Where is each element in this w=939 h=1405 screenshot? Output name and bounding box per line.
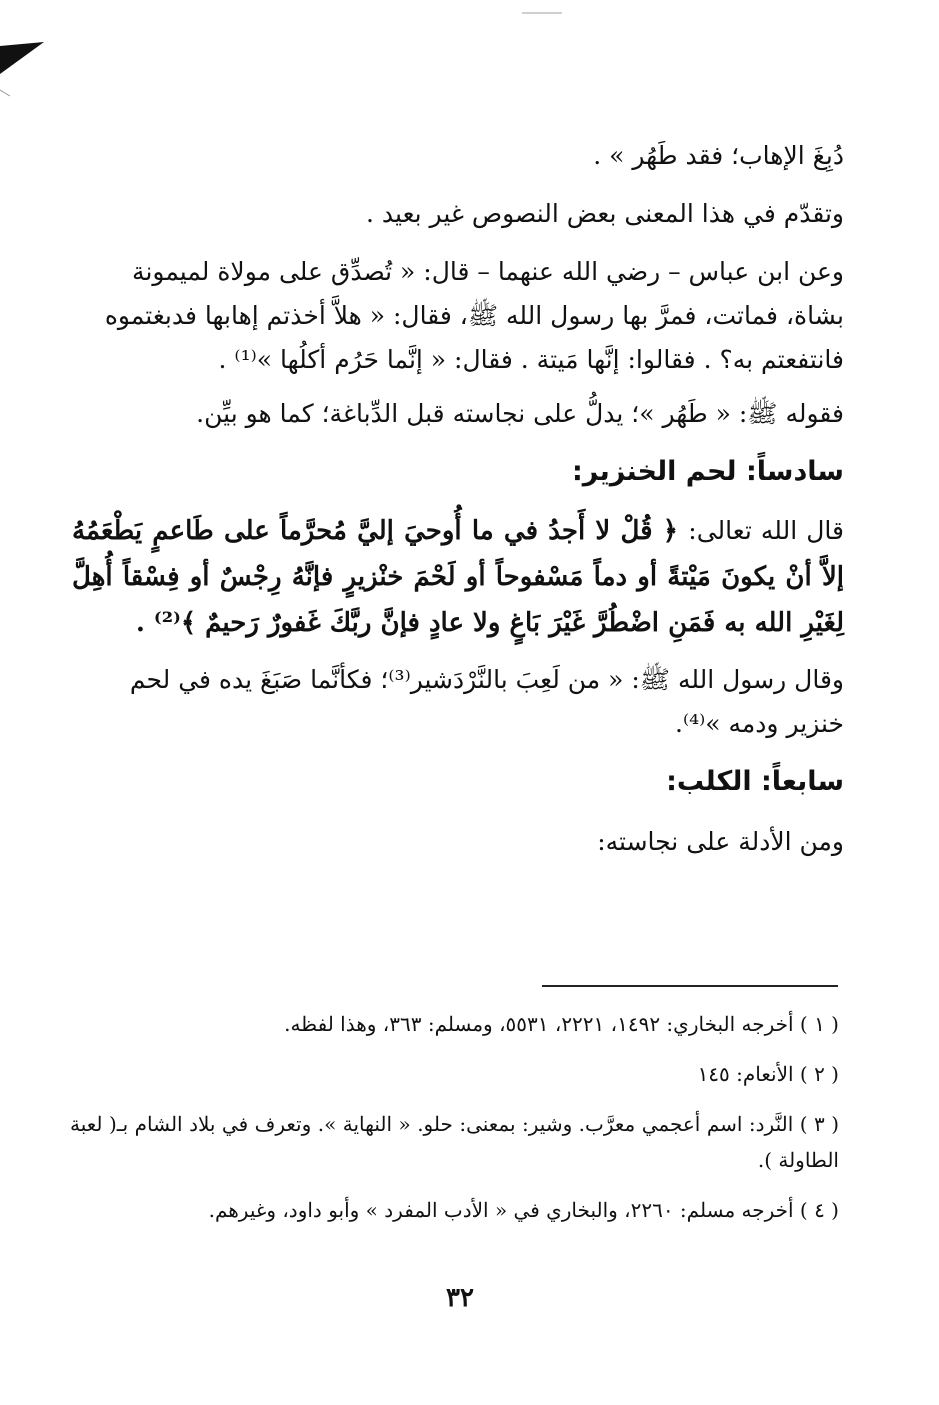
section-heading-dog: سابعاً: الكلب: [666,766,844,797]
page-number: ٣٢ [446,1283,474,1313]
paragraph-commentary: فقوله ﷺ: « طَهُر »؛ يدلُّ على نجاسته قبل الدِّباغة؛ كما هو بيِّن. [196,399,844,428]
quran-paragraph [72,508,844,646]
main-text [72,134,844,864]
section-heading-pork: سادساً: لحم الخنزير: [571,456,844,487]
footnote-3: ( ٣ ) النَّرد: اسم أعجمي معرَّب. وشير: بمعنى: حلو. « النهاية ». وتعرف في بلاد الشام بـ( لعبة الطاولة ). [70,1112,839,1172]
footnote-separator [542,985,838,987]
quran-intro: قال الله تعالى: [688,516,844,545]
footnote-2: ( ٢ ) الأنعام: ١٤٥ [697,1062,839,1086]
footnotes [70,1006,839,1228]
top-scan-mark [522,12,562,14]
corner-fold-mark [0,38,60,98]
continuation-line: دُبِغَ الإهاب؛ فقد طَهُر » . [593,141,844,170]
paragraph-hadith-ibn-abbas: وعن ابن عباس – رضي الله عنهما – قال: « تُصدِّق على مولاة لميمونة بشاة، فماتت، فمرَّ بها رسول الله ﷺ، فقال: « هلاَّ أخذتم إهابها فدبغتموه فانتفعتم به؟ . فقالوا: إنَّها مَيتة . فقال: « إنَّما حَرُم أكلُها »⁽¹⁾ . [104,257,844,374]
paragraph: ومن الأدلة على نجاسته: [597,827,844,856]
paragraph-hadith-nard: وقال رسول الله ﷺ: « من لَعِبَ بالنَّرْدَشير⁽³⁾؛ فكأنَّما صَبَغَ يده في لحم خنزير ودمه »⁽⁴⁾. [129,665,844,738]
quran-verse: ﴿ قُلْ لا أَجدُ في ما أُوحيَ إليَّ مُحرَّماً على طَاعمٍ يَطْعَمُهُ إلاَّ أنْ يكونَ مَيْتةً أو دماً مَسْفوحاً أو لَحْمَ خنْزيرٍ فإنَّهُ رِجْسٌ أو فِسْقاً أُهِلَّ لِغَيْرِ الله به فَمَنِ اضْطُرَّ غَيْرَ بَاغٍ ولا عادٍ فإنَّ ربَّكَ غَفورٌ رَحيمٌ ﴾⁽²⁾ . [72,516,844,638]
paragraph: وتقدّم في هذا المعنى بعض النصوص غير بعيد . [366,199,844,228]
footnote-4: ( ٤ ) أخرجه مسلم: ٢٢٦٠، والبخاري في « الأدب المفرد » وأبو داود، وغيرهم. [208,1198,839,1222]
footnote-1: ( ١ ) أخرجه البخاري: ١٤٩٢، ٢٢٢١، ٥٥٣١، ومسلم: ٣٦٣، وهذا لفظه. [284,1012,839,1036]
